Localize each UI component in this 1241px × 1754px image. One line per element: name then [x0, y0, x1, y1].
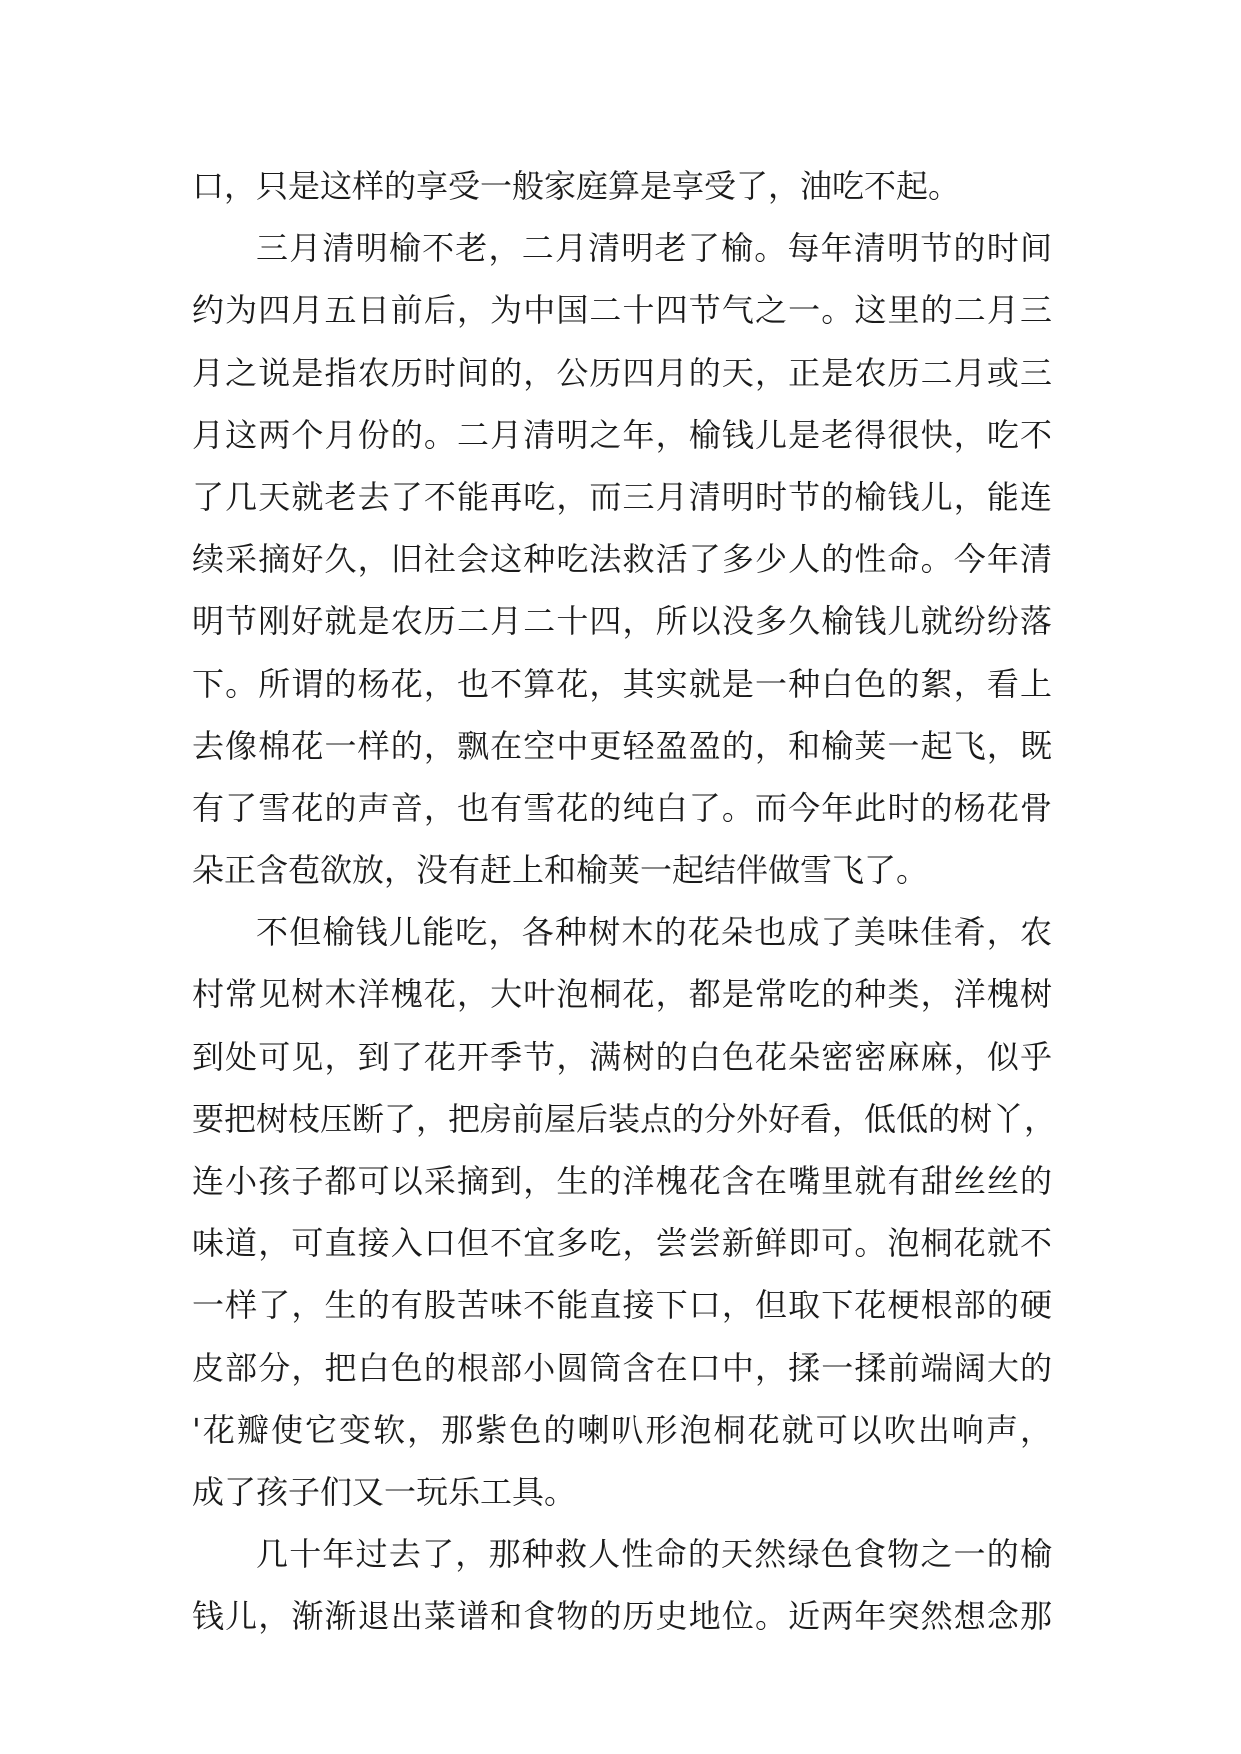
text-line: 口，只是这样的享受一般家庭算是享受了，油吃不起。 — [192, 167, 961, 205]
text-line: 去像棉花一样的，飘在空中更轻盈盈的，和榆荚一起飞，既 — [192, 726, 1052, 765]
text-line: 月这两个月份的。二月清明之年，榆钱儿是老得很快，吃不 — [192, 415, 1052, 454]
text-line: 了几天就老去了不能再吃，而三月清明时节的榆钱儿，能连 — [192, 477, 1052, 516]
text-line: 村常见树木洋槐花，大叶泡桐花，都是常吃的种类，洋槐树 — [192, 975, 1052, 1014]
paragraph-first-line: 几十年过去了，那种救人性命的天然绿色食物之一的榆 — [256, 1535, 1052, 1574]
text-line: 味道，可直接入口但不宜多吃，尝尝新鲜即可。泡桐花就不 — [192, 1224, 1052, 1263]
text-line: 要把树枝压断了，把房前屋后装点的分外好看，低低的树丫， — [192, 1099, 1057, 1138]
body-text — [192, 155, 1057, 1648]
text-line: 成了孩子们又一玩乐工具。 — [192, 1472, 577, 1511]
text-line: 连小孩子都可以采摘到，生的洋槐花含在嘴里就有甜丝丝的 — [192, 1162, 1052, 1200]
text-line: 续采摘好久，旧社会这种吃法救活了多少人的性命。今年清 — [192, 540, 1052, 579]
text-line: 明节刚好就是农历二月二十四，所以没多久榆钱儿就纷纷落 — [192, 602, 1052, 641]
paragraph-first-line: 不但榆钱儿能吃，各种树木的花朵也成了美味佳肴，农 — [256, 913, 1052, 952]
text-line: 到处可见，到了花开季节，满树的白色花朵密密麻麻，似乎 — [192, 1037, 1052, 1076]
text-line: 有了雪花的声音，也有雪花的纯白了。而今年此时的杨花骨 — [192, 788, 1052, 827]
text-line: 约为四月五日前后，为中国二十四节气之一。这里的二月三 — [192, 291, 1052, 330]
text-line: 下。所谓的杨花，也不算花，其实就是一种白色的絮，看上 — [192, 664, 1052, 703]
paragraph-first-line: 三月清明榆不老，二月清明老了榆。每年清明节的时间 — [256, 229, 1052, 268]
text-line: 朵正含苞欲放，没有赶上和榆荚一起结伴做雪飞了。 — [192, 851, 929, 890]
text-line: '花瓣使它变软，那紫色的喇叭形泡桐花就可以吹出响声， — [192, 1410, 1052, 1449]
text-line: 钱儿，渐渐退出菜谱和食物的历史地位。近两年突然想念那 — [192, 1597, 1052, 1636]
text-line: 一样了，生的有股苦味不能直接下口，但取下花梗根部的硬 — [192, 1286, 1052, 1325]
text-line: 皮部分，把白色的根部小圆筒含在口中，揉一揉前端阔大的 — [192, 1348, 1052, 1387]
text-line: 月之说是指农历时间的，公历四月的天，正是农历二月或三 — [192, 353, 1052, 392]
